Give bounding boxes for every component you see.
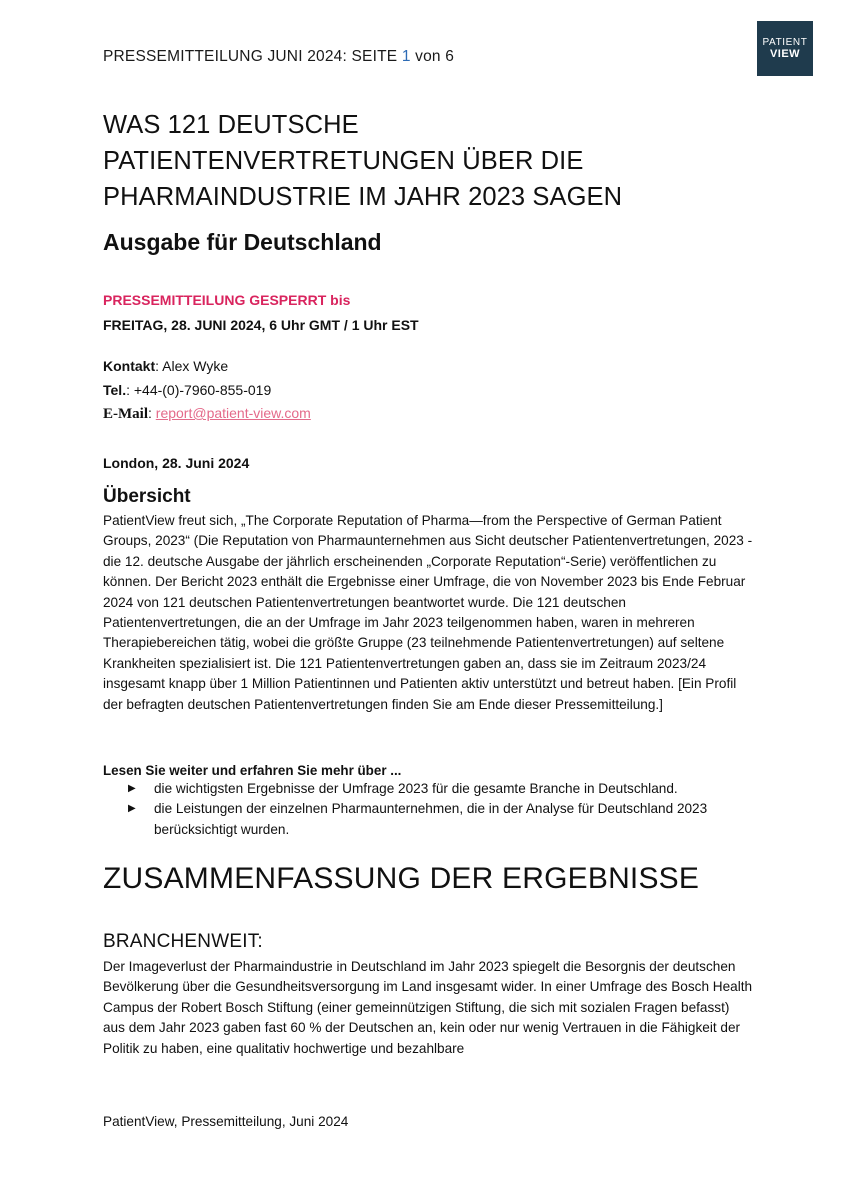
patientview-logo [757, 21, 813, 76]
contact-line [103, 358, 228, 374]
industry-heading: BRANCHENWEIT: [103, 931, 263, 952]
list-item [128, 799, 758, 840]
overview-heading: Übersicht [103, 486, 191, 507]
document-title [103, 107, 743, 215]
header-prefix: PRESSEMITTEILUNG JUNI 2024: SEITE [103, 48, 398, 65]
embargo-label: PRESSEMITTEILUNG GESPERRT bis [103, 292, 351, 308]
embargo-date: FREITAG, 28. JUNI 2024, 6 Uhr GMT / 1 Uhr EST [103, 317, 419, 333]
email-link[interactable]: report@patient-view.com [155, 405, 311, 421]
summary-heading: ZUSAMMENFASSUNG DER ERGEBNISSE [103, 862, 700, 895]
email-label: E-Mail [103, 406, 148, 422]
header-page-number: 1 [401, 48, 411, 65]
email-line [103, 405, 311, 423]
place-date: London, 28. Juni 2024 [103, 455, 250, 471]
tel-value: : +44-(0)-7960-855-019 [126, 382, 272, 398]
contact-value: : Alex Wyke [155, 358, 229, 374]
email-separator: : [148, 405, 156, 421]
industry-paragraph: Der Imageverlust der Pharmaindustrie in Deutschland im Jahr 2023 spiegelt die Besorgnis der deutschen Bevölkerung über die Gesundheitsversorgung im Land insgesamt wider. In einer Umfrage des Bosch Health Campus der Robert Bosch Stiftung (einer gemeinnützigen Stiftung, die sich mit sozialen Fragen befasst) aus dem Jahr 2023 gaben fast 60 % der Deutschen an, kein oder nur wenig Vertrauen in die Fähigkeit der Politik zu haben, eine qualitativ hochwertige und bezahlbare [103, 959, 753, 1056]
logo-line-2: VIEW [769, 48, 801, 60]
read-more-list [128, 779, 758, 840]
title-line-3: PHARMAINDUSTRIE IM JAHR 2023 SAGEN [103, 183, 623, 211]
tel-label: Tel. [103, 382, 127, 398]
title-line-2: PATIENTENVERTRETUNGEN ÜBER DIE [103, 147, 584, 175]
list-item-text: die Leistungen der einzelnen Pharmaunternehmen, die in der Analyse für Deutschland 2023 berücksichtigt wurden. [154, 801, 708, 837]
tel-line [103, 382, 271, 398]
read-more-heading: Lesen Sie weiter und erfahren Sie mehr über ... [103, 763, 402, 778]
logo-line-1: PATIENT [762, 37, 808, 48]
page-footer: PatientView, Pressemitteilung, Juni 2024 [103, 1114, 349, 1129]
title-line-1: WAS 121 DEUTSCHE [103, 111, 359, 139]
overview-paragraph: PatientView freut sich, „The Corporate Reputation of Pharma—from the Perspective of German Patient Groups, 2023“ (Die Reputation von Pharmaunternehmen aus Sicht deutscher Patientenvertretungen, 2023 - die 12. deutsche Ausgabe der jährlich erscheinenden „Corporate Reputation“-Serie) veröffentlichen zu können. Der Bericht 2023 enthält die Ergebnisse einer Umfrage, die von November 2023 bis Ende Februar 2024 von 121 deutschen Patientenvertretungen beantwortet wurde. Die 121 deutschen Patientenvertretungen, die an der Umfrage im Jahr 2023 teilgenommen haben, waren in mehreren Therapiebereichen tätig, wobei die größte Gruppe (23 teilnehmende Patientenvertretungen) auf seltene Krankheiten spezialisiert ist. Die 121 Patientenvertretungen gaben an, dass sie im Zeitraum 2023/24 insgesamt knapp über 1 Million Patientinnen und Patienten aktiv unterstützt und betreut haben. [Ein Profil der befragten deutschen Patientenvertretungen finden Sie am Ende dieser Pressemitteilung.] [103, 513, 753, 712]
header-page-suffix: von 6 [415, 48, 455, 65]
triangle-bullet-icon: ▶ [128, 783, 136, 794]
triangle-bullet-icon: ▶ [128, 803, 136, 815]
contact-label: Kontakt [103, 358, 156, 374]
document-subtitle: Ausgabe für Deutschland [103, 229, 382, 255]
page-header [103, 48, 454, 66]
list-item-text: die wichtigsten Ergebnisse der Umfrage 2023 für die gesamte Branche in Deutschland. [154, 781, 678, 796]
list-item [128, 779, 758, 799]
